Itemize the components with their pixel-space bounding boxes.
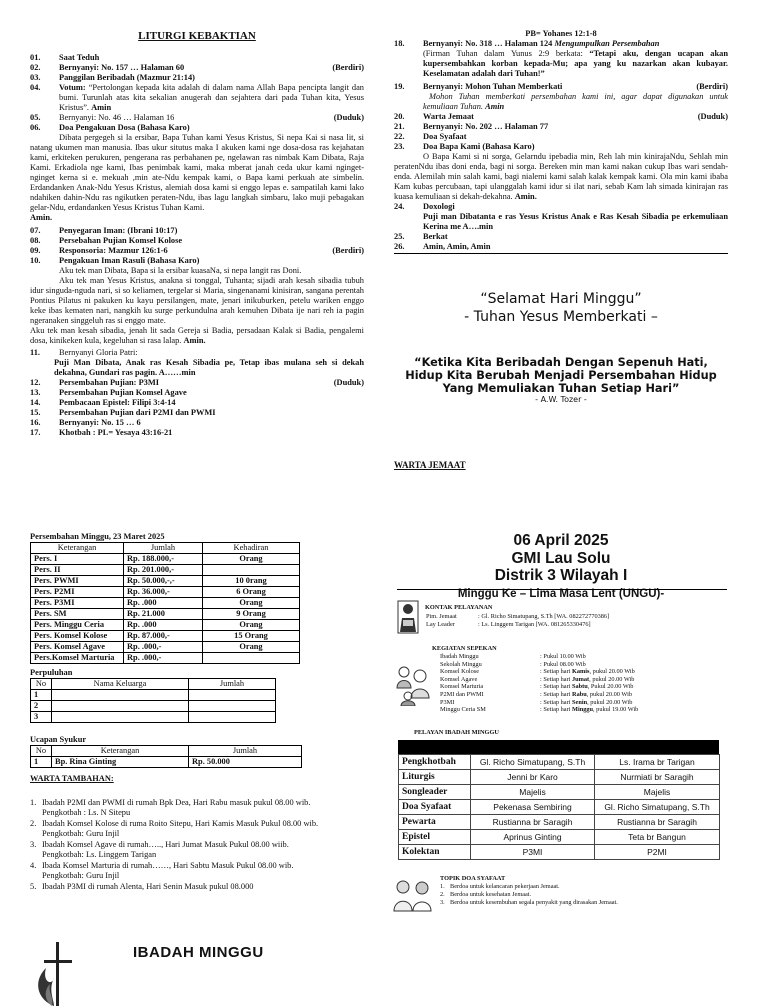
kegiatan-value: : Pukul 08.00 Wib <box>540 660 586 668</box>
table-cell: Pers. P2MI <box>31 587 124 598</box>
item-posture: (Duduk) <box>333 378 364 387</box>
table-cell: Ls. Irama br Tarigan <box>595 755 720 770</box>
persembahan-table <box>30 542 300 664</box>
warta-text: Ibadah P2MI dan PWMI di rumah Bpk Dea, Hari Rabu masuk pukul 08.00 wib. <box>42 798 311 807</box>
item-text: Persembahan Pujian: P3MI <box>59 378 160 387</box>
table-header: Jumlah <box>189 679 276 690</box>
kontak-title: KONTAK PELAYANAN <box>425 604 493 611</box>
topik-list <box>440 883 726 907</box>
liturgy-item-19: 19. Bernyanyi: Mohon Tuhan Memberkati (Berdiri) <box>394 82 728 91</box>
perpuluhan-table <box>30 678 276 723</box>
kontak-label: Lay Leader <box>426 620 455 628</box>
cross-flame-logo-icon <box>34 942 76 1006</box>
liturgy-item <box>30 226 364 236</box>
table-cell <box>189 690 276 701</box>
table-header: Keterangan <box>52 746 189 757</box>
table-row <box>31 565 300 576</box>
list-number: 1. <box>30 798 37 807</box>
warta-pengkotbah: Pengkotbah: Ls. Linggem Tarigan <box>42 850 157 859</box>
liturgy-item <box>30 246 364 256</box>
table-cell: Doa Syafaat <box>399 800 471 815</box>
table-cell <box>203 565 300 576</box>
table-row <box>31 576 300 587</box>
kegiatan-label: Ibadah Minggu <box>440 653 479 660</box>
table-cell: Rp. 50.000 <box>189 757 302 768</box>
kegiatan-row <box>440 706 638 714</box>
topik-text: Berdoa untuk kesehatan Jemaat. <box>450 891 532 898</box>
item-text: Pengakuan Iman Rasuli (Bahasa Karo) <box>59 256 200 265</box>
table-cell: P2MI <box>595 845 720 860</box>
liturgy-item-11: 11. Bernyanyi Gloria Patri: <box>30 348 138 357</box>
kegiatan-value: : Setiap hari Senin, pukul 20.00 Wib <box>540 698 633 706</box>
table-cell: Pers. P3MI <box>31 598 124 609</box>
table-cell: Pers.Komsel Marturia <box>31 653 124 664</box>
liturgy-item-votum: 04. Votum: “Pertolongan kepada kita adalah di dalam nama Allah Bapa pencipta langit dan bumi. Turunlah atas kita sekalian anugerah dan sejahtera dari pada Tuhan kita, Yesus Kristus”. Amin <box>30 83 364 112</box>
table-cell: Orang <box>203 620 300 631</box>
liturgy-item <box>30 236 364 246</box>
greeting-line-2: - Tuhan Yesus Memberkati – <box>464 309 658 325</box>
table-row <box>31 701 276 712</box>
kontak-value: : Gl. Richo Simatupang, S.Th [WA. 082272770386] <box>478 613 610 620</box>
liturgy-items-2 <box>30 226 364 266</box>
item-number: 02. <box>30 63 41 72</box>
table-row <box>399 755 720 770</box>
kontak-row <box>426 621 609 629</box>
persembahan-title: Persembahan Minggu, 23 Maret 2025 <box>30 532 165 541</box>
table-cell: Liturgis <box>399 770 471 785</box>
item19-detail: Mohon Tuhan memberkati persembahan kami ini, agar dapat digunakan untuk kemuliaan Tuhan. Amin <box>423 92 728 111</box>
table-cell: Orang <box>203 554 300 565</box>
table-cell: Pers. Minggu Ceria <box>31 620 124 631</box>
church-activities-icon <box>396 658 430 706</box>
bapa-kami-text: O Bapa Kami si ni sorga, Gelarndu ipebadia min, Reh lah min kinirajaNdu, Sehlah min peratenNdu ibas doni enda, bagi ni sorga. Bereken min man kami nakan cukup Ibas wari sendah-enda. Alemilah min salah kami, bagi nialemi kami salah kalak kempak kami. Ola min kami ibaba Kam kubas percubaan, tapi ulanggalah kami idur si ilat nari, sebab Kam lah simada kinirajan ras kuasa kemuliaan si dekah-dekahna. Amin. <box>394 152 728 201</box>
kegiatan-row <box>440 691 638 699</box>
table-cell: Pers. Komsel Kolose <box>31 631 124 642</box>
table-cell: Gl. Richo Simatupang, S.Th <box>471 755 595 770</box>
kegiatan-label: Komsel Marturia <box>440 683 484 691</box>
table-cell: Songleader <box>399 785 471 800</box>
kegiatan-row <box>440 653 638 661</box>
liturgy-item <box>394 122 728 132</box>
item-text: Penyegaran Iman: (Ibrani 10:17) <box>59 226 178 235</box>
warta-pengkotbah: Pengkotbah: Guru Injil <box>42 871 120 880</box>
warta-pengkotbah: Pengkotbah : Ls. N Sitepu <box>42 808 131 817</box>
divider <box>394 253 728 254</box>
table-header: Jumlah <box>124 543 203 554</box>
amin-text: Amin. <box>30 213 53 222</box>
gloria-text: Puji Man Dibata, Anak ras Kesah Sibadia pe, Tetap ibas mulana seh si dekah dekahna, Gundari ras pagin. A……min <box>54 358 364 377</box>
table-cell: Gl. Richo Simatupang, S.Th <box>595 800 720 815</box>
table-row <box>31 587 300 598</box>
table-row <box>31 609 300 620</box>
kegiatan-label: Sekolah Minggu <box>440 660 482 668</box>
list-number: 2. <box>30 819 37 828</box>
table-row <box>31 690 276 701</box>
table-header: Kehadiran <box>203 543 300 554</box>
table-cell: Rp. 188.000,- <box>124 554 203 565</box>
table-cell: Pers. Komsel Agave <box>31 642 124 653</box>
table-cell <box>189 701 276 712</box>
quote-author: - A.W. Tozer - <box>535 395 587 404</box>
item-posture: (Berdiri) <box>332 63 364 72</box>
item-number: 15. <box>30 408 41 417</box>
table-cell: Aprinus Ginting <box>471 830 595 845</box>
kegiatan-value: : Setiap hari Minggu, pukul 19.00 Wib <box>540 706 639 714</box>
table-cell: Kolektan <box>399 845 471 860</box>
table-row <box>399 770 720 785</box>
warta-text: Ibada Komsel Marturia di rumah……, Hari Sabtu Masuk Pukul 08.00 wib. <box>42 861 294 870</box>
liturgy-title: LITURGI KEBAKTIAN <box>138 30 256 42</box>
table-row <box>31 554 300 565</box>
kegiatan-label: P3MI <box>440 698 455 706</box>
warta-tambahan-list <box>30 798 365 892</box>
list-item <box>30 882 365 892</box>
item-text: Responsoria: Mazmur 126:1-6 <box>59 246 168 255</box>
table-cell <box>189 712 276 723</box>
liturgy-items-3 <box>30 378 364 438</box>
kontak-value: : Ls. Linggem Tarigan [WA. 081265330476] <box>478 620 591 628</box>
liturgy-item <box>30 378 364 388</box>
item-text: Saat Teduh <box>59 53 100 62</box>
kegiatan-value: : Pukul 10.00 Wib <box>540 653 586 660</box>
table-cell: Pers. II <box>31 565 124 576</box>
pelayan-table <box>398 754 720 860</box>
table-cell: Rustianna br Saragih <box>471 815 595 830</box>
table-cell: 1 <box>31 690 52 701</box>
table-row <box>31 653 300 664</box>
district-name: Distrik 3 Wilayah I <box>494 567 628 584</box>
kegiatan-label: Komsel Kolose <box>440 668 480 676</box>
liturgy-item <box>30 256 364 266</box>
divider <box>397 589 727 590</box>
table-row <box>31 712 276 723</box>
table-cell: 1 <box>31 757 52 768</box>
liturgy-item <box>30 53 364 63</box>
table-cell: Teta br Bangun <box>595 830 720 845</box>
item-number: 14. <box>30 398 41 407</box>
table-cell: Bp. Rina Ginting <box>52 757 189 768</box>
kontak-row <box>426 613 609 621</box>
table-cell: 3 <box>31 712 52 723</box>
table-cell: Epistel <box>399 830 471 845</box>
table-cell: Majelis <box>595 785 720 800</box>
kegiatan-table <box>440 653 638 714</box>
table-header: Jumlah <box>189 746 302 757</box>
table-cell: Orang <box>203 598 300 609</box>
greeting-line-1: “Selamat Hari Minggu” <box>480 291 642 307</box>
minggu-ke: Minggu Ke – Lima Masa Lent (UNGU)- <box>457 588 665 600</box>
list-number: 4. <box>30 861 37 870</box>
topik-title: TOPIK DOA SYAFAAT <box>440 875 506 882</box>
item-number: 08. <box>30 236 41 245</box>
kegiatan-value: : Setiap hari Rabu, pukul 20.00 Wib <box>540 690 633 698</box>
warta-text: Ibadah P3MI di rumah Alenta, Hari Senin Masuk pukul 08.000 <box>42 882 254 891</box>
item-posture: (Berdiri) <box>332 246 364 255</box>
syukur-title: Ucapan Syukur <box>30 735 87 744</box>
church-name: GMI Lau Solu <box>511 549 611 567</box>
item-number: 03. <box>30 73 41 82</box>
item-text: Doa Bapa Kami (Bahasa Karo) <box>423 142 535 151</box>
table-row <box>399 830 720 845</box>
table-cell: Rp. 50.000,-,- <box>124 576 203 587</box>
iman-line-1: Aku tek man Dibata, Bapa si la ersibar kuasaNa, si nepa langit ras Doni. <box>59 266 302 275</box>
item-number: 09. <box>30 246 41 255</box>
list-number: 2. <box>440 891 445 898</box>
perpuluhan-title: Perpuluhan <box>30 668 73 677</box>
doxologi-text: Puji man Dibatanta e ras Yesus Kristus Anak e Ras Kesah Sibadia pe erkemuliaan Kerina me A….min <box>423 212 728 231</box>
kegiatan-title: KEGIATAN SEPEKAN <box>432 645 497 652</box>
item-number: 01. <box>30 53 41 62</box>
liturgy-column-left <box>30 30 364 438</box>
table-row <box>399 800 720 815</box>
table-row <box>399 815 720 830</box>
persembahan-section <box>30 532 365 893</box>
bulletin-date: 06 April 2025 <box>513 532 609 549</box>
list-item <box>440 883 726 891</box>
table-row <box>399 785 720 800</box>
liturgy-item <box>30 398 364 408</box>
table-cell: Pengkhotbah <box>399 755 471 770</box>
item-number: 12. <box>30 378 41 387</box>
kegiatan-row <box>440 661 638 669</box>
liturgy-item <box>30 408 364 418</box>
table-cell: Pers. PWMI <box>31 576 124 587</box>
table-cell: Rp. .000 <box>124 620 203 631</box>
table-cell: Rp. .000 <box>124 598 203 609</box>
list-item <box>30 819 365 839</box>
item-number: 16. <box>30 418 41 427</box>
table-cell: Majelis <box>471 785 595 800</box>
liturgy-item <box>30 63 364 73</box>
bulletin-header <box>394 532 728 585</box>
warta-pengkotbah: Pengkotbah: Guru Injil <box>42 829 120 838</box>
table-cell: Rp. .000,- <box>124 642 203 653</box>
table-header: No <box>31 679 52 690</box>
kegiatan-row <box>440 668 638 676</box>
list-item <box>30 798 365 818</box>
table-cell: 2 <box>31 701 52 712</box>
item-number: 20. <box>394 112 405 121</box>
table-row <box>31 598 300 609</box>
quote: “Ketika Kita Beribadah Dengan Sepenuh Hati, Hidup Kita Berubah Menjadi Persembahan Hidup Yang Memuliakan Tuhan Setiap Hari” <box>405 356 717 395</box>
table-cell: Rp. 36.000,- <box>124 587 203 598</box>
table-cell: Rp. 87.000,- <box>124 631 203 642</box>
table-cell: Pekenasa Sembiring <box>471 800 595 815</box>
table-cell: 6 Orang <box>203 587 300 598</box>
table-header: Keterangan <box>31 543 124 554</box>
item-text: Persebahan Pujian Komsel Kolose <box>59 236 183 245</box>
table-cell: Pewarta <box>399 815 471 830</box>
kegiatan-value: : Setiap hari Jumat, pukul 20.00 Wib <box>540 675 635 683</box>
liturgy-column-right <box>394 29 728 254</box>
liturgy-item-06: 06. Doa Pengakuan Dosa (Bahasa Karo) <box>30 123 190 132</box>
kegiatan-value: : Setiap hari Kamis, pukul 20.00 Wib <box>540 668 635 676</box>
kegiatan-value: : Setiap hari Sabtu, Pukul 20.00 Wib <box>540 683 634 691</box>
table-cell: P3MI <box>471 845 595 860</box>
liturgy-item <box>394 142 728 152</box>
table-cell: 9 Orang <box>203 609 300 620</box>
kegiatan-row <box>440 683 638 691</box>
item-number: 17. <box>30 428 41 437</box>
table-cell: Orang <box>203 642 300 653</box>
table-cell: 10 0rang <box>203 576 300 587</box>
liturgy-item-18: 18. Bernyanyi: No. 318 … Halaman 124 Mengumpulkan Persembahan <box>394 39 660 48</box>
kegiatan-label: Minggu Ceria SM <box>440 706 486 714</box>
table-row <box>31 642 300 653</box>
item-number: 23. <box>394 142 405 151</box>
list-number: 3. <box>30 840 37 849</box>
item-posture: (Duduk) <box>697 112 728 121</box>
ibadah-minggu-title: IBADAH MINGGU <box>133 944 264 961</box>
kegiatan-label: Komsel Agave <box>440 675 478 683</box>
table-header: Nama Keluarga <box>52 679 189 690</box>
table-cell: Rp. 201.000,- <box>124 565 203 576</box>
table-row <box>31 757 302 768</box>
liturgy-item-25: 25. Berkat <box>394 232 448 241</box>
liturgy-item <box>30 428 364 438</box>
list-item <box>30 840 365 860</box>
table-cell: Jenni br Karo <box>471 770 595 785</box>
warta-jemaat-heading: WARTA JEMAAT <box>394 460 466 470</box>
table-cell <box>52 701 189 712</box>
item-text: Doa Syafaat <box>423 132 467 141</box>
contact-person-icon <box>397 600 419 634</box>
table-cell <box>52 690 189 701</box>
liturgy-item <box>394 132 728 142</box>
kegiatan-row <box>440 699 638 707</box>
warta-tambahan-title: WARTA TAMBAHAN: <box>30 774 114 783</box>
liturgy-item-24: 24. Doxologi <box>394 202 455 211</box>
kegiatan-row <box>440 676 638 684</box>
liturgy-item-05: 05. Bernyanyi: No. 46 … Halaman 16 (Duduk) <box>30 113 364 122</box>
item-number: 13. <box>30 388 41 397</box>
table-cell: Rustianna br Saragih <box>595 815 720 830</box>
table-cell: Rp. 21.000 <box>124 609 203 620</box>
syukur-table <box>30 745 302 768</box>
table-cell <box>203 653 300 664</box>
item18-detail: (Firman Tuhan dalam Yunus 2:9 berkata: “Tetapi aku, dengan ucapan akan kupersembahkan korban kepada-Mu; apa yang ku nazarkan akan kubayar. Keselamatan adalah dari Tuhan!” <box>423 49 728 78</box>
item-text: Khotbah : PL= Yesaya 43:16-21 <box>59 428 173 437</box>
list-number: 3. <box>440 899 445 906</box>
table-cell: Rp. .000,- <box>124 653 203 664</box>
list-item <box>440 891 726 899</box>
item-text: Bernyanyi: No. 15 … 6 <box>59 418 141 427</box>
table-row <box>31 631 300 642</box>
iman-line-2: Aku tek man Yesus Kristus, anakna si tonggal, Tuhanta; sijadi arah kesah sibadia tubuh idur singuda-nguda nari, si so keliamen, tergelar si Maria, singenanami kinisiran, sangana perentah Pontius Pilatus ni pakuken ku kayu persilangen, mate, jenari inikuburken, petelu wariken enggo keke ibas kematen nari, nangkih ku surge perkundulna arah kemuhen Dibata ije nari reh ia pagin ngeranaken singgeluh ras si enggo mate. <box>30 276 364 325</box>
item-text: Bernyanyi: No. 202 … Halaman 77 <box>423 122 549 131</box>
liturgy-item <box>30 73 364 83</box>
table-cell: Pers. SM <box>31 609 124 620</box>
liturgy-item-26: 26. Amin, Amin, Amin <box>394 242 491 251</box>
table-row <box>399 845 720 860</box>
item-text: Warta Jemaat <box>423 112 474 121</box>
liturgy-items-right <box>394 112 728 152</box>
liturgy-items-1 <box>30 53 364 83</box>
liturgy-item <box>30 418 364 428</box>
item-number: 21. <box>394 122 405 131</box>
pelayan-title: PELAYAN IBADAH MINGGU <box>414 729 499 736</box>
liturgy-item <box>30 388 364 398</box>
list-item <box>30 861 365 881</box>
list-item <box>440 899 726 907</box>
table-header: No <box>31 746 52 757</box>
table-row <box>31 620 300 631</box>
kontak-label: Pim. Jemaat <box>426 613 457 620</box>
table-cell: Nurmiati br Saragih <box>595 770 720 785</box>
item-text: Persembahan Pujian dari P2MI dan PWMI <box>59 408 216 417</box>
table-cell: 15 Orang <box>203 631 300 642</box>
item-number: 10. <box>30 256 41 265</box>
pb-reading: PB= Yohanes 12:1-8 <box>525 29 597 38</box>
kontak-table <box>426 613 609 628</box>
warta-text: Ibadah Komsel Agave di rumah….., Hari Jumat Masuk Pukul 08.00 wiib. <box>42 840 289 849</box>
table-cell <box>52 712 189 723</box>
list-number: 5. <box>30 882 37 891</box>
greeting <box>394 290 728 326</box>
praying-people-icon <box>392 878 436 912</box>
liturgy-item <box>394 112 728 122</box>
item-text: Pembacaan Epistel: Filipi 3:4-14 <box>59 398 176 407</box>
item-text: Persembahan Pujian Komsel Agave <box>59 388 187 397</box>
doa-pengakuan-text: Dibata pergegeh si la ersibar, Bapa Tuhan kami Yesus Kristus, Si nepa Kai si nasa lit, si natang ukumen man manusia. Ibas ukur situtus maka I akuken kami nge dosa-dosa ras kejahatan kami, erkiteken perukuren, pengerana ras perbahanen pe, ngelawan ras nimbak Kam Dibata, Raja Kami. Erkadiola nge kami, Ibas penimbak kami, maka mberat janah ceda ukur kami nginget-nginget kerna si e. mekuah ,min ate-Ndu kempak kami, o Bapa kami perkuah ate simbelin. Erdandanken Anak-Ndu Yesus Kristus, alemiah dosa kami si enggo lepas e. sampatilah kami lako ndahiken dahin-Ndu ras ngikutken peraten-Ndu, ibas lagu langkah simbaru, lako muji pebagakan gelar-Ndu, erdandanken Yesus Kristus Tuhan Kami. <box>30 133 364 212</box>
list-number: 1. <box>440 883 445 890</box>
topik-text: Berdoa untuk kesembuhan segala penyakit yang dirasakan Jemaat. <box>450 899 618 906</box>
iman-line-3: Aku tek man kesah sibadia, jenah lit sada Gereja si Badia, persadaan Kalak si Badia, pengalemi dosa, kinikeken kula, kegeluhan si rasa lalap. Amin. <box>30 326 364 345</box>
kegiatan-label: P2MI dan PWMI <box>440 690 484 698</box>
item-number: 07. <box>30 226 41 235</box>
item-text: Panggilan Beribadah (Mazmur 21:14) <box>59 73 195 82</box>
warta-text: Ibadah Komsel Kolose di ruma Roito Sitepu, Hari Kamis Masuk Pukul 08.00 wib. <box>42 819 319 828</box>
item-number: 22. <box>394 132 405 141</box>
topik-text: Berdoa untuk kelancaran pekerjaan Jemaat. <box>450 883 560 890</box>
table-cell: Pers. I <box>31 554 124 565</box>
item-text: Bernyanyi: No. 157 … Halaman 60 <box>59 63 185 72</box>
pelayan-header-bar <box>398 740 719 754</box>
